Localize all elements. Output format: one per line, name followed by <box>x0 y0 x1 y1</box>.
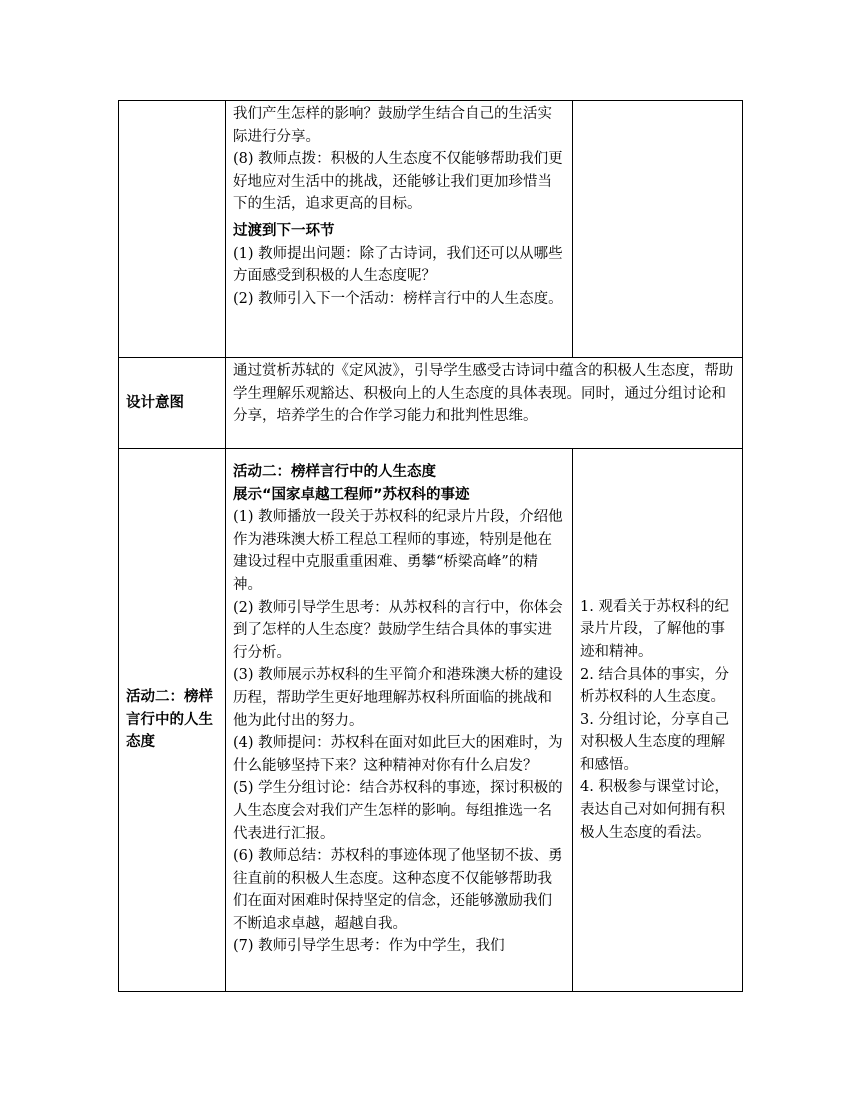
paragraph: (2) 教师引入下一个活动：榜样言行中的人生态度。 <box>233 290 563 307</box>
paragraph: 我们产生怎样的影响？鼓励学生结合自己的生活实际进行分享。 <box>233 106 552 145</box>
student-activity-cell <box>573 449 743 992</box>
table-row <box>119 358 743 449</box>
teacher-activity-cell <box>226 449 573 992</box>
table-row <box>119 449 743 992</box>
design-intent-text: 通过赏析苏轼的《定风波》，引导学生感受古诗词中蕴含的积极人生态度，帮助学生理解乐观豁达、积极向上的人生态度的具体表现。同时，通过分组讨论和分享，培养学生的合作学习能力和批判性思维。 <box>226 358 743 449</box>
paragraph: (8) 教师点拨：积极的人生态度不仅能够帮助我们更好地应对生活中的挑战，还能够让我们更加珍惜当下的生活，追求更高的目标。 <box>233 151 563 213</box>
paragraph: (2) 教师引导学生思考：从苏权科的言行中，你体会到了怎样的人生态度？鼓励学生结合具体的事实进行分析。 <box>233 599 563 661</box>
paragraph: (1) 教师提出问题：除了古诗词，我们还可以从哪些方面感受到积极的人生态度呢？ <box>233 245 563 285</box>
paragraph: (6) 教师总结：苏权科的事迹体现了他坚韧不拔、勇往直前的积极人生态度。这种态度不仅能够帮助我们在面对困难时保持坚定的信念，还能够激励我们不断追求卓越，超越自我。 <box>233 848 563 932</box>
list-item: 1. 观看关于苏权科的纪录片片段，了解他的事迹和精神。 <box>580 598 729 660</box>
activity-two-label: 活动二：榜样言行中的人生态度 <box>119 449 226 992</box>
list-item: 2. 结合具体的事实，分析苏权科的人生态度。 <box>580 666 729 706</box>
activity-heading: 活动二：榜样言行中的人生态度 <box>233 464 436 480</box>
paragraph: (5) 学生分组讨论：结合苏权科的事迹，探讨积极的人生态度会对我们产生怎样的影响。每组推选一名代表进行汇报。 <box>233 780 563 842</box>
teacher-activity-cell <box>226 101 573 358</box>
student-activity-cell <box>573 101 743 358</box>
paragraph: (3) 教师展示苏权科的生平简介和港珠澳大桥的建设历程，帮助学生更好地理解苏权科所面临的挑战和他为此付出的努力。 <box>233 667 563 729</box>
paragraph: (7) 教师引导学生思考：作为中学生，我们 <box>233 938 505 955</box>
activity-subheading: 展示“国家卓越工程师”苏权科的事迹 <box>233 486 470 503</box>
row-label-cell <box>119 101 226 358</box>
design-intent-label: 设计意图 <box>119 358 226 449</box>
paragraph: (4) 教师提问：苏权科在面对如此巨大的困难时，为什么能够坚持下来？这种精神对你有什么启发？ <box>233 735 563 774</box>
list-item: 3. 分组讨论，分享自己对积极人生态度的理解和感悟。 <box>580 711 729 773</box>
paragraph: (1) 教师播放一段关于苏权科的纪录片片段，介绍他作为港珠澳大桥工程总工程师的事迹，特别是他在建设过程中克服重重困难、勇攀“桥梁高峰”的精神。 <box>233 509 563 593</box>
section-heading: 过渡到下一环节 <box>233 222 335 239</box>
table-row <box>119 101 743 358</box>
list-item: 4. 积极参与课堂讨论，表达自己对如何拥有积极人生态度的看法。 <box>580 779 729 841</box>
lesson-plan-table <box>118 100 743 992</box>
